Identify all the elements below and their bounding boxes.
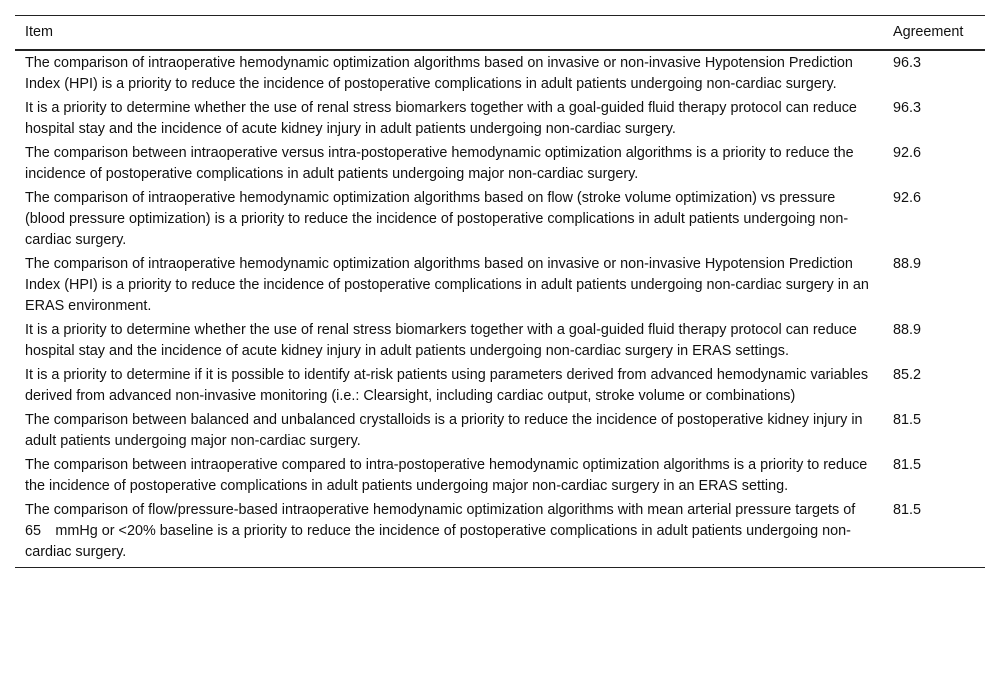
table-header: [15, 16, 985, 51]
item-cell: The comparison of intraoperative hemodynamic optimization algorithms based on invasive or non-invasive Hypotension Prediction Index (HPI) is a priority to reduce the incidence of postoperative complications in adult patients undergoing non-cardiac surgery.: [25, 55, 853, 92]
column-header-agreement: Agreement: [893, 24, 964, 40]
agreement-cell: 96.3: [893, 55, 922, 71]
item-cell: It is a priority to determine if it is possible to identify at-risk patients using parameters derived from advanced hemodynamic variables derived from advanced non-invasive monitoring (i.e.: Clearsight, including cardiac output, stroke volume or combinations): [25, 367, 869, 404]
agreement-cell: 92.6: [893, 190, 922, 206]
table-row: [15, 141, 985, 186]
table-row: [15, 408, 985, 453]
table-row: [15, 186, 985, 252]
item-cell: The comparison between intraoperative compared to intra-postoperative hemodynamic optimization algorithms is a priority to reduce the incidence of postoperative complications in adult patients undergoing major non-cardiac surgery in an ERAS setting.: [25, 457, 868, 494]
agreement-cell: 81.5: [893, 457, 922, 473]
agreement-cell: 88.9: [893, 322, 922, 338]
agreement-cell: 88.9: [893, 256, 922, 272]
table-row: [15, 363, 985, 408]
item-cell: The comparison between intraoperative versus intra-postoperative hemodynamic optimization algorithms is a priority to reduce the incidence of postoperative complications in adult patients undergoing major non-cardiac surgery.: [25, 145, 854, 182]
agreement-cell: 81.5: [893, 502, 922, 518]
table-row: [15, 453, 985, 498]
item-cell: The comparison of flow/pressure-based intraoperative hemodynamic optimization algorithms with mean arterial pressure targets of 65 mmHg or <20% baseline is a priority to reduce the incidence of postoperative complications in adult patients undergoing non-cardiac surgery.: [25, 502, 856, 560]
agreement-cell: 81.5: [893, 412, 922, 428]
column-header-item: Item: [25, 24, 53, 40]
header-row: [15, 16, 985, 51]
item-cell: The comparison of intraoperative hemodynamic optimization algorithms based on invasive or non-invasive Hypotension Prediction Index (HPI) is a priority to reduce the incidence of postoperative complications in adult patients undergoing non-cardiac surgery in an ERAS environment.: [25, 256, 869, 314]
table-row: [15, 498, 985, 568]
table-row: [15, 96, 985, 141]
table-row: [15, 318, 985, 363]
item-cell: The comparison of intraoperative hemodynamic optimization algorithms based on flow (stroke volume optimization) vs pressure (blood pressure optimization) is a priority to reduce the incidence of postoperative complications in adult patients undergoing non-cardiac surgery.: [25, 190, 849, 248]
item-cell: The comparison between balanced and unbalanced crystalloids is a priority to reduce the incidence of postoperative kidney injury in adult patients undergoing major non-cardiac surgery.: [25, 412, 863, 449]
agreement-cell: 96.3: [893, 100, 922, 116]
item-cell: It is a priority to determine whether the use of renal stress biomarkers together with a goal-guided fluid therapy protocol can reduce hospital stay and the incidence of acute kidney injury in adult patients undergoing non-cardiac surgery.: [25, 100, 857, 137]
agreement-cell: 85.2: [893, 367, 922, 383]
priority-table: [15, 15, 985, 568]
table-body: [15, 50, 985, 568]
table-row: [15, 252, 985, 318]
agreement-cell: 92.6: [893, 145, 922, 161]
item-cell: It is a priority to determine whether the use of renal stress biomarkers together with a goal-guided fluid therapy protocol can reduce hospital stay and the incidence of acute kidney injury in adult patients undergoing non-cardiac surgery in ERAS settings.: [25, 322, 857, 359]
priority-table-container: [15, 15, 985, 568]
table-row: [15, 50, 985, 96]
